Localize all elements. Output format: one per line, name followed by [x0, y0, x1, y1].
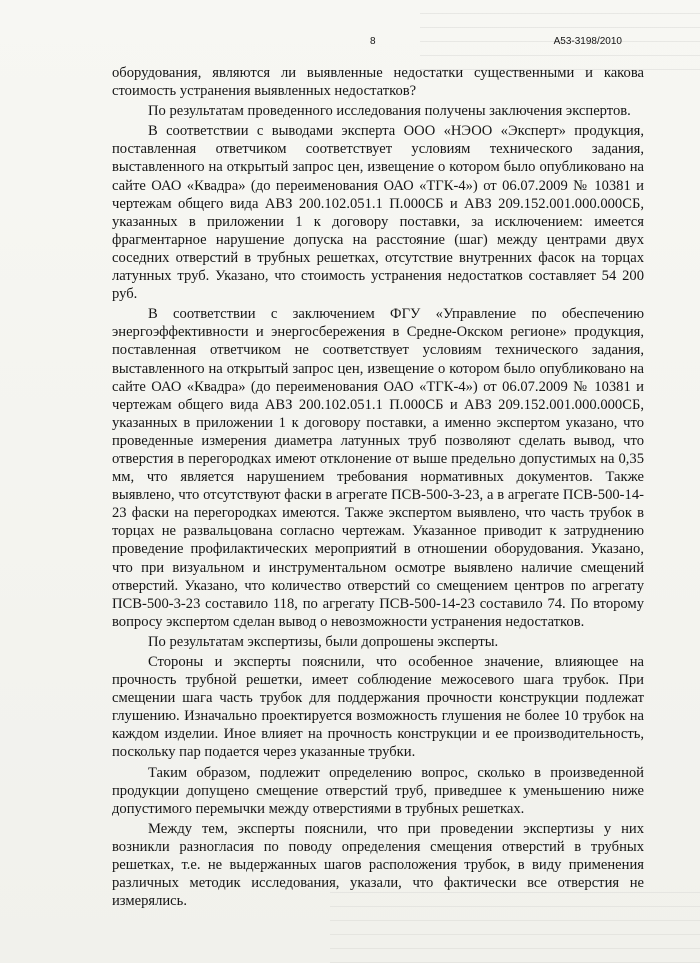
case-number: А53-3198/2010 [553, 36, 622, 47]
paragraph-8: Между тем, эксперты пояснили, что при проведении экспертизы у них возникли разногласия по поводу определения смещения отверстий в трубных решетках, т.е. не выдержанных шагов расположения трубок, в виду применения различных методик исследования, указали, что фактически все отверстия не измерялись. [112, 820, 644, 910]
paragraph-2: По результатам проведенного исследования получены заключения экспертов. [148, 103, 631, 120]
paragraph-7: Таким образом, подлежит определению вопрос, сколько в произведенной продукции допущено смещение отверстий труб, приведшее к уменьшению ниже допустимого перемычки между отверстиями в трубных решетках. [112, 764, 644, 817]
page-number: 8 [370, 36, 376, 47]
bleed-through-top [420, 0, 700, 70]
paragraph-4: В соответствии с заключением ФГУ «Управление по обеспечению энергоэффективности и энергосбережения в Средне-Окском регионе» продукция, поставленная ответчиком не соответствует условиям технического задания, выставленного на открытый запрос цен, извещение о котором было опубликовано на сайте ОАО «Квадра» (до переименования ОАО «ТГК-4») от 06.07.2009 № 10381 и чертежам общего вида АВЗ 200.102.051.1 П.000СБ и АВЗ 209.152.001.000.000СБ, указанных в приложении 1 к договору поставки, а именно экспертом указано, что проведенные измерения диаметра латунных труб позволяют сделать вывод, что отверстия в перегородках имеют отклонение от выше предельно допустимых на 0,35 мм, что является нарушением требования нормативных документов. Также выявлено, что отсутствуют фаски в агрегате ПСВ-500-3-23, а в агрегате ПСВ-500-14-23 фаски на перегородках имеются. Также экспертом выявлено, что часть трубок в торцах не развальцована согласно чертежам. Указанное приводит к затруднению проведение профилактических мероприятий в отношении оборудования. Указано, что при визуальном и инструментальном осмотре выявлено наличие смещений отверстий. Указано, что количество отверстий со смещением центров по агрегату ПСВ-500-3-23 составило 118, по агрегату ПСВ-500-14-23 составило 74. По второму вопросу экспертом сделан вывод о невозможности устранения недостатков. [112, 306, 644, 630]
page-header [0, 36, 700, 52]
paragraph-1: оборудования, являются ли выявленные недостатки существенными и какова стоимость устранения выявленных недостатков? [112, 65, 644, 100]
paragraph-5: По результатам экспертизы, были допрошены эксперты. [148, 633, 499, 650]
paragraph-3: В соответствии с выводами эксперта ООО «НЭОО «Эксперт» продукция, поставленная ответчиком соответствует условиям технического задания, выставленного на открытый запрос цен, извещение о котором было опубликовано на сайте ОАО «Квадра» (до переименования ОАО «ТГК-4») от 06.07.2009 № 10381 и чертежам общего вида АВЗ 200.102.051.1 П.000СБ и АВЗ 209.152.001.000.000СБ, указанных в приложении 1 к договору поставки, за исключением: имеется фрагментарное нарушение допуска на расстояние (шаг) между центрами двух соседних отверстий в трубных решетках, отсутствие внутренних фасок на торцах латунных труб. Указано, что стоимость устранения недостатков составляет 54 200 руб. [112, 123, 644, 303]
document-body [112, 64, 644, 910]
paragraph-6: Стороны и эксперты пояснили, что особенное значение, влияющее на прочность трубной решетки, имеет соблюдение межосевого шага трубок. При смещении шага часть трубок для поддержания прочности конструкции подлежат глушению. Изначально проектируется возможность глушения не более 10 трубок на каждом изделии. Иное влияет на прочность конструкции и ее производительность, поскольку пар подается через указанные трубки. [112, 654, 644, 761]
